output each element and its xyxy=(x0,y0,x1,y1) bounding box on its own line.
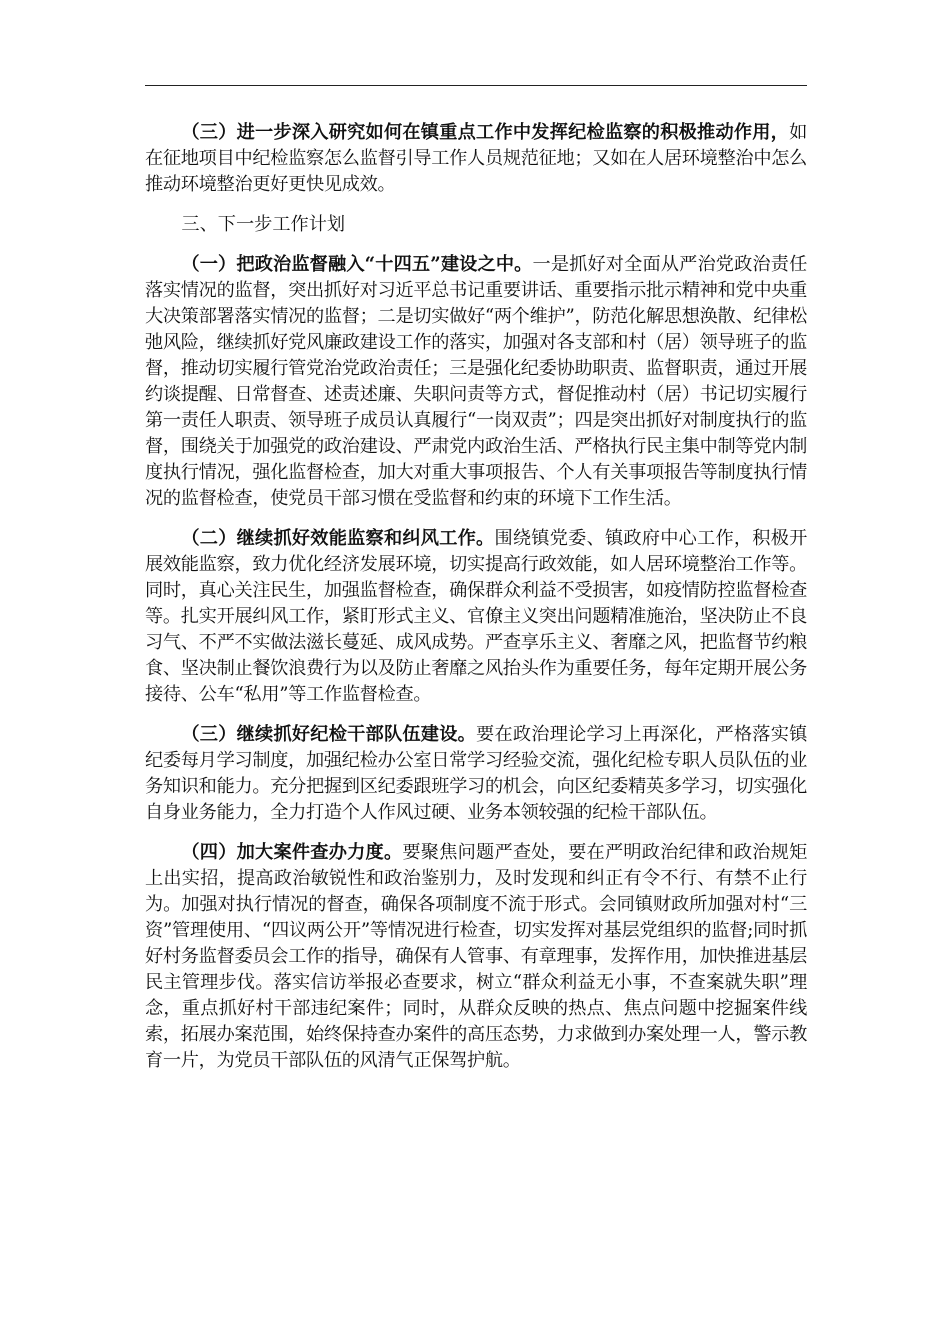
paragraph-team-building-lead: （三）继续抓好纪检干部队伍建设。 xyxy=(181,724,477,745)
header-rule xyxy=(145,85,807,86)
paragraph-team-building xyxy=(145,722,807,826)
paragraph-political-supervision-lead: （一）把政治监督融入“十四五”建设之中。 xyxy=(181,254,533,275)
paragraph-case-handling xyxy=(145,840,807,1074)
paragraph-team-building-text: 要在政治理论学习上再深化，严格落实镇纪委每月学习制度，加强纪检办公室日常学习经验交流，强化纪检专职人员队伍的业务知识和能力。充分把握到区纪委跟班学习的机会，向区纪委精英多学习，切实强化自身业务能力，全力打造个人作风过硬、业务本领较强的纪检干部队伍。 xyxy=(145,724,807,823)
paragraph-case-handling-text: 要聚焦问题严查处，要在严明政治纪律和政治规矩上出实招，提高政治敏锐性和政治鉴别力，及时发现和纠正有令不行、有禁不止行为。加强对执行情况的督查，确保各项制度不流于形式。会同镇财政所加强对村“三资”管理使用、“四议两公开”等情况进行检查，切实发挥对基层党组织的监督;同时抓好村务监督委员会工作的指导，确保有人管事、有章理事，发挥作用，加快推进基层民主管理步伐。落实信访举报必查要求，树立“群众利益无小事，不查案就失职”理念，重点抓好村干部违纪案件；同时，从群众反映的热点、焦点问题中挖掘案件线索，拓展办案范围，始终保持查办案件的高压态势，力求做到办案处理一人，警示教育一片，为党员干部队伍的风清气正保驾护航。 xyxy=(145,842,808,1071)
document-body xyxy=(145,120,807,1088)
paragraph-efficiency-monitoring-lead: （二）继续抓好效能监察和纠风工作。 xyxy=(181,528,495,549)
paragraph-research xyxy=(145,120,807,198)
paragraph-political-supervision xyxy=(145,252,807,512)
section-heading: 三、下一步工作计划 xyxy=(181,214,346,235)
paragraph-research-text: 如在征地项目中纪检监察怎么监督引导工作人员规范征地；又如在人居环境整治中怎么推动环境整治更好更快见成效。 xyxy=(145,122,807,195)
paragraph-political-supervision-text: 一是抓好对全面从严治党政治责任落实情况的监督，突出抓好对习近平总书记重要讲话、重要指示批示精神和党中央重大决策部署落实情况的监督；二是切实做好“两个维护”，防范化解思想涣散、纪律松弛风险，继续抓好党风廉政建设工作的落实，加强对各支部和村（居）领导班子的监督，推动切实履行管党治党政治责任；三是强化纪委协助职责、监督职责，通过开展约谈提醒、日常督查、述责述廉、失职问责等方式，督促推动村（居）书记切实履行第一责任人职责、领导班子成员认真履行“一岗双责”；四是突出抓好对制度执行的监督，围绕关于加强党的政治建设、严肃党内政治生活、严格执行民主集中制等党内制度执行情况，强化监督检查，加大对重大事项报告、个人有关事项报告等制度执行情况的监督检查，使党员干部习惯在受监督和约束的环境下工作生活。 xyxy=(145,254,807,509)
paragraph-efficiency-monitoring-text: 围绕镇党委、镇政府中心工作，积极开展效能监察，致力优化经济发展环境，切实提高行政效能，如人居环境整治工作等。同时，真心关注民生，加强监督检查，确保群众利益不受损害，如疫情防控监督检查等。扎实开展纠风工作，紧盯形式主义、官僚主义突出问题精准施治，坚决防止不良习气、不严不实做法滋长蔓延、成风成势。严查享乐主义、奢靡之风，把监督节约粮食、坚决制止餐饮浪费行为以及防止奢靡之风抬头作为重要任务，每年定期开展公务接待、公车“私用”等工作监督检查。 xyxy=(145,528,808,705)
paragraph-case-handling-lead: （四）加大案件查办力度。 xyxy=(181,842,403,863)
paragraph-research-lead: （三）进一步深入研究如何在镇重点工作中发挥纪检监察的积极推动作用， xyxy=(181,122,790,143)
paragraph-efficiency-monitoring xyxy=(145,526,807,708)
